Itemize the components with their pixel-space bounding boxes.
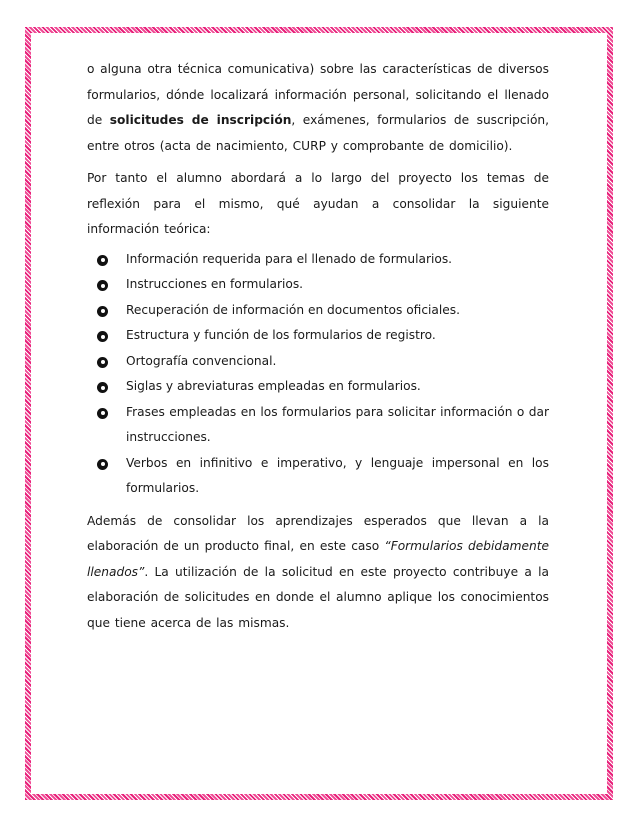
list-item (87, 298, 549, 324)
paragraph-text: . La utilización de la solicitud en este proyecto contribuye a la elaboración de solicitudes en donde el alumno aplique los conocimientos que tiene acerca de las mismas. (87, 564, 549, 630)
paragraph-reflection-topics: Por tanto el alumno abordará a lo largo del proyecto los temas de reflexión para el mismo, qué ayudan a consolidar la siguiente información teórica: (87, 171, 549, 236)
list-item-text: Recuperación de información en documentos oficiales. (126, 302, 461, 317)
paragraph-final-product (87, 509, 549, 637)
italic-phrase: “Formularios debidamente llenados” (87, 539, 549, 579)
list-item (87, 374, 549, 400)
bold-phrase: solicitudes de inscripción (109, 113, 292, 127)
list-item-text: Ortografía convencional. (126, 353, 277, 368)
list-item (87, 400, 549, 451)
list-item-text: Frases empleadas en los formularios para solicitar información o dar instrucciones. (126, 404, 549, 444)
list-item-text: Instrucciones en formularios. (126, 277, 304, 291)
bullet-circle-icon (97, 382, 108, 393)
paragraph-text: , exámenes, formularios de suscripción, entre otros (acta de nacimiento, CURP y comprobante de domicilio). (87, 113, 549, 153)
bullet-circle-icon (97, 306, 108, 317)
list-item (87, 323, 549, 349)
list-item-text: Verbos en infinitivo e imperativo, y lenguaje impersonal en los formularios. (126, 455, 549, 495)
list-item (87, 247, 549, 273)
bullet-circle-icon (97, 459, 108, 470)
bullet-circle-icon (97, 408, 108, 419)
list-item (87, 349, 549, 375)
bullet-circle-icon (97, 255, 108, 266)
paragraph-forms-intro (87, 57, 549, 159)
list-item-text: Información requerida para el llenado de formularios. (126, 251, 453, 266)
bullet-circle-icon (97, 331, 108, 342)
document-body (87, 57, 549, 636)
bullet-circle-icon (97, 357, 108, 368)
paragraph-text: o alguna otra técnica comunicativa) sobre las características de diversos formularios, dónde localizará información personal, solicitando el llenado de (87, 62, 549, 127)
list-item (87, 451, 549, 502)
bullet-circle-icon (97, 280, 108, 291)
paragraph-text: Además de consolidar los aprendizajes esperados que llevan a la elaboración de un producto final, en este caso (87, 513, 549, 553)
list-item (87, 272, 549, 298)
list-item-text: Estructura y función de los formularios de registro. (126, 328, 436, 342)
list-item-text: Siglas y abreviaturas empleadas en formularios. (126, 379, 421, 393)
topics-list (87, 247, 549, 502)
